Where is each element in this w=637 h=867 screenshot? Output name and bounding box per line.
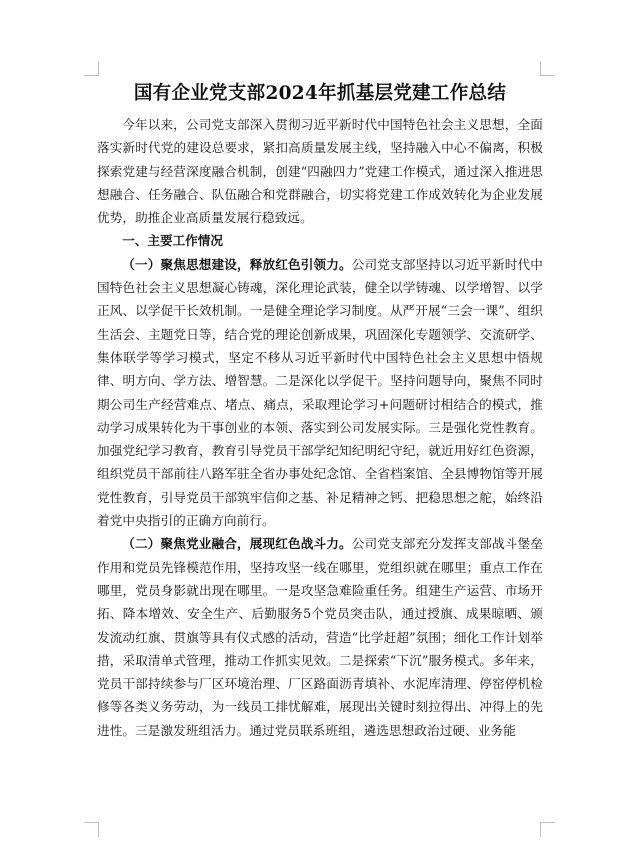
document-title: 国有企业党支部2024年抓基层党建工作总结	[133, 83, 507, 104]
item-1-lead: （一）聚焦思想建设，释放红色引领力。	[122, 256, 352, 272]
item-1-body: 公司党支部坚持以习近平新时代中国特色社会主义思想凝心铸魂，深化理论武装，健全以学铸魂、以学增智、以学正风、以学促干长效机制。一是健全理论学习制度。从严开展“三会一课”、组织生活会、主题党日等，结合党的理论创新成果，巩固深化专题领学、交流研学、集体联学等学习模式，坚定不移从习近平新时代中国特色社会主义思想中悟规律、明方向、学方法、增智慧。二是深化以学促干。坚持问题导向，聚焦不同时期公司生产经营难点、堵点、痛点，采取理论学习+问题研讨相结合的模式，推动学习成果转化为干事创业的本领、落实到公司发展实际。三是强化党性教育。加强党纪学习教育，教育引导党员干部学纪知纪明纪守纪，就近用好红色资源，组织党员干部前往八路军驻全省办事处纪念馆、全省档案馆、全县博物馆等开展党性教育，引导党员干部筑牢信仰之基、补足精神之钙、把稳思想之舵，始终沿着党中央指引的正确方向前行。	[97, 256, 543, 529]
document-body	[97, 75, 543, 820]
intro-paragraph: 今年以来，公司党支部深入贯彻习近平新时代中国特色社会主义思想，全面落实新时代党的建设总要求，紧扣高质量发展主线，坚持融入中心不偏离，积极探索党建与经营深度融合机制，创建“四融四力”党建工作模式，通过深入推进思想融合、任务融合、队伍融合和党群融合，切实将党建工作成效转化为企业发展优势，助推企业高质量发展行稳致远。	[97, 117, 543, 226]
item-2-paragraph	[97, 532, 543, 742]
crop-mark-bottom-right	[540, 822, 555, 837]
item-2-body: 公司党支部充分发挥支部战斗堡垒作用和党员先锋模范作用，坚持攻坚一线在哪里，党组织就在哪里；重点工作在哪里，党员身影就出现在哪里。一是攻坚急难险重任务。组建生产运营、市场开拓、降本增效、安全生产、后勤服务5个党员突击队，通过授旗、成果晾晒、颁发流动红旗、贯旗等具有仪式感的活动，营造“比学赶超”氛围；细化工作计划举措，采取清单式管理，推动工作抓实见效。二是探索“下沉”服务模式。多年来，党员干部持续参与厂区环境治理、厂区路面沥青填补、水泥库清理、停窑停机检修等各类义务劳动，为一线员工排忧解难，展现出关键时刻拉得出、冲得上的先进性。三是激发班组活力。通过党员联系班组，遴选思想政治过硬、业务能	[97, 536, 543, 738]
item-2-lead: （二）聚焦党业融合，展现红色战斗力。	[122, 536, 352, 552]
crop-mark-bottom-left	[84, 822, 99, 837]
crop-mark-top-right	[540, 61, 555, 76]
crop-mark-top-left	[84, 61, 99, 76]
section-heading: 一、主要工作情况	[122, 233, 223, 249]
item-1-paragraph	[97, 253, 543, 533]
